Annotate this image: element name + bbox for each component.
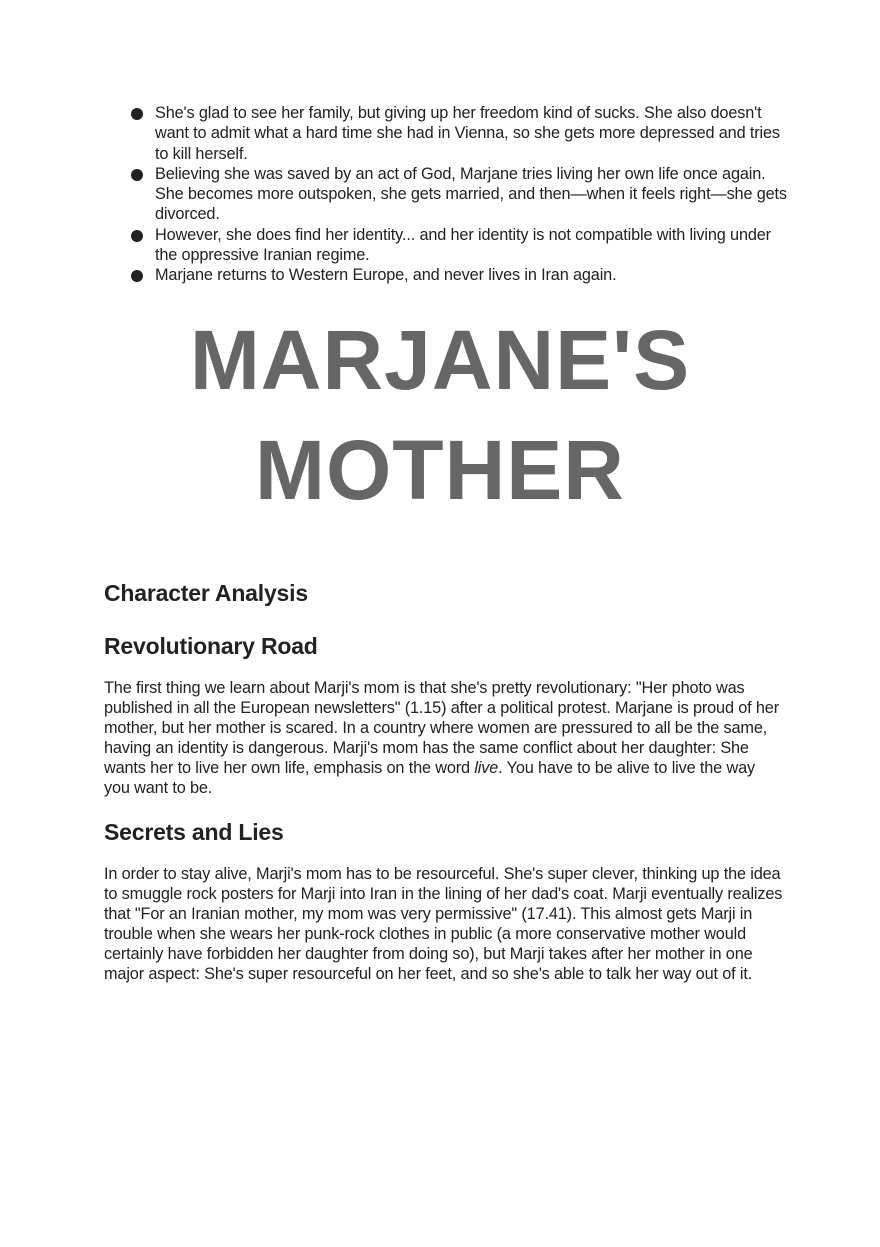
character-analysis-heading: Character Analysis: [104, 580, 308, 606]
bullet-text: Believing she was saved by an act of God, Marjane tries living her own life once again. She becomes more outspoken, she gets married, and then—when it feels right—she gets divorced.: [155, 164, 787, 224]
bullet-text: However, she does find her identity... and her identity is not compatible with living under the oppressive Iranian regime.: [155, 225, 771, 265]
title-line-1: MARJANE'S: [189, 313, 691, 407]
bullet-item: [128, 265, 788, 285]
section-paragraph-revolutionary-road: [104, 678, 784, 799]
bullet-icon: [131, 108, 143, 120]
paragraph-text: The first thing we learn about Marji's mom is that she's pretty revolutionary: "Her photo was published in all the European newsletters" (1.15) after a political protest. Marjane is proud of her mother, but her mother is scared. In a country where women are pressured to all be the same, having an identity is dangerous. Marji's mom has the same conflict about her daughter: She wants her to live her own life, emphasis on the word: [104, 679, 779, 778]
emphasized-word: live: [474, 759, 499, 778]
page-title: [0, 305, 880, 525]
bullet-text: She's glad to see her family, but giving up her freedom kind of sucks. She also doesn't want to admit what a hard time she had in Vienna, so she gets more depressed and tries to kill herself.: [155, 104, 780, 163]
bullet-icon: [131, 270, 143, 282]
paragraph-text: . You have to be alive to live the way you want to be.: [104, 759, 755, 798]
bullet-icon: [131, 230, 143, 242]
bullet-item: [128, 164, 788, 225]
bullet-item: [128, 225, 788, 266]
summary-bullet-list: [128, 103, 788, 286]
section-paragraph-secrets-and-lies: In order to stay alive, Marji's mom has to be resourceful. She's super clever, thinking up the idea to smuggle rock posters for Marji into Iran in the lining of her dad's coat. Marji eventually realizes that "For an Iranian mother, my mom was very permissive" (17.41). This almost gets Marji in trouble when she wears her punk-rock clothes in public (a more conservative mother would certainly have forbidden her daughter from doing so), but Marji takes after her mother in one major aspect: She's super resourceful on her feet, and so she's able to talk her way out of it.: [104, 865, 783, 984]
title-line-2: MOTHER: [255, 423, 625, 517]
bullet-icon: [131, 169, 143, 181]
bullet-item: [128, 103, 788, 164]
bullet-text: Marjane returns to Western Europe, and never lives in Iran again.: [155, 266, 617, 285]
section-heading-revolutionary-road: Revolutionary Road: [104, 633, 318, 659]
section-heading-secrets-and-lies: Secrets and Lies: [104, 819, 284, 845]
